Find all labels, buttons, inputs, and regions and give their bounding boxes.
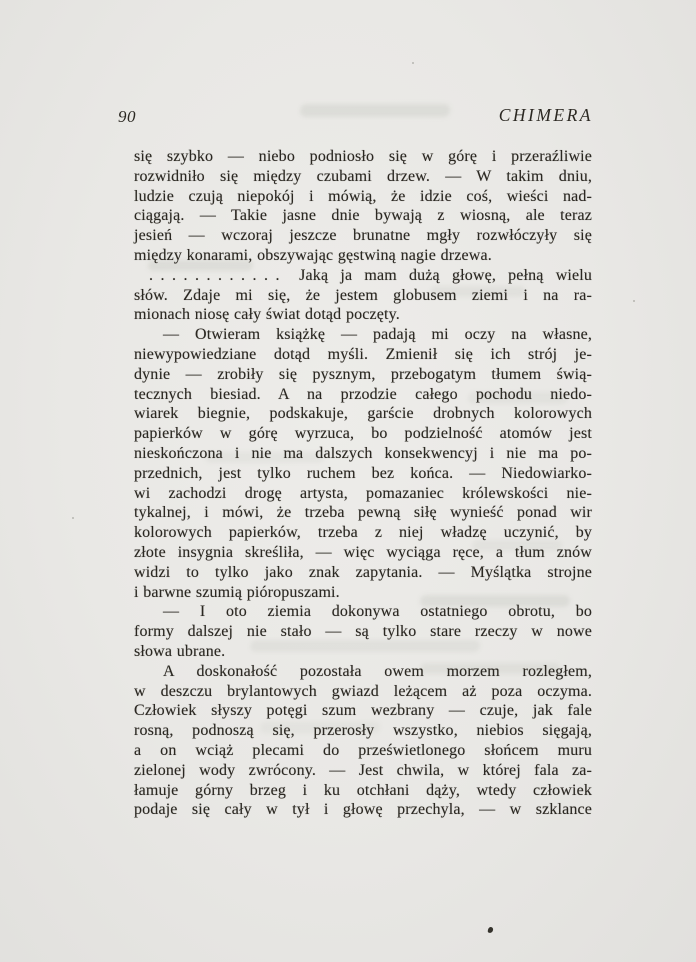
- paragraph: [134, 266, 592, 325]
- text-line: w deszczu brylantowych gwiazd leżącem aż poza oczyma.: [134, 682, 592, 700]
- text-line: niewypowiedziane dotąd myśli. Zmienił się ich strój je-: [134, 345, 592, 363]
- text-line: przednich, jest tylko ruchem bez końca. — Niedowiarko-: [134, 464, 592, 482]
- text-line: ludzie czują niepokój i mówią, że idzie coś, wieści nad-: [134, 187, 592, 205]
- text-line: zielonej wody zwrócony. — Jest chwila, w której fala za-: [134, 761, 592, 779]
- text-line: kolorowych papierków, trzeba z niej władzę uczynić, by: [134, 524, 592, 542]
- text-line: wiarek biegnie, podskakuje, garście drobnych kolorowych: [134, 405, 592, 423]
- text-line: ciągają. — Takie jasne dnie bywają z wiosną, ale teraz: [134, 207, 592, 225]
- text-line: słów. Zdaje mi się, że jestem globusem ziemi i na ra-: [134, 286, 592, 304]
- text-line: jesień — wczoraj jeszcze brunatne mgły rozwłóczyły się: [134, 227, 592, 245]
- text-line: widzi to tylko jako znak zapytania. — Myślątka strojne: [134, 563, 592, 581]
- paper-fleck: [633, 300, 635, 302]
- text-line: rozwidniło się między czubami drzew. — W takim dniu,: [134, 167, 592, 185]
- text-line: tykalnej, i mówi, że trzeba pewną siłę wynieść ponad wir: [134, 504, 592, 522]
- running-title: CHIMERA: [498, 105, 593, 125]
- text-line: formy dalszej nie stało — są tylko stare rzeczy w nowe: [134, 623, 592, 641]
- page-number: 90: [118, 107, 136, 126]
- text-line: łamuje górny brzeg i ku otchłani dąży, wtedy człowiek: [134, 781, 592, 799]
- text-line: — Otwieram książkę — padają mi oczy na własne,: [163, 326, 592, 344]
- text-line: A doskonałość pozostała owem morzem rozległem,: [163, 662, 592, 680]
- text-line: dynie — zrobiły się pysznym, przebogatym tłumem świą-: [134, 365, 592, 383]
- paragraph: [134, 602, 592, 661]
- paper-fleck: [412, 62, 414, 64]
- text-line: a on wciąż plecami do prześwietlonego słońcem muru: [134, 741, 592, 759]
- text-line: papierków w górę wyrzuca, bo podzielność atomów jest: [134, 425, 592, 443]
- text-line: rosną, podnoszą się, przerosły wszystko, niebios sięgają,: [134, 722, 592, 740]
- text-line: Człowiek słyszy potęgi szum wezbrany — czuje, jak fale: [134, 702, 592, 720]
- paragraph: [134, 147, 592, 266]
- text-line: złote insygnia skreśliła, — więc wyciąga ręce, a tłum znów: [134, 543, 592, 561]
- show-through-smudge: [300, 104, 451, 117]
- text-line: słowa ubrane.: [134, 642, 226, 660]
- body-text: [134, 147, 592, 820]
- text-line: podaje się cały w tył i głowę przechyla, — w szklance: [134, 801, 592, 819]
- paragraph: [134, 662, 592, 820]
- ink-speck: [487, 927, 493, 934]
- text-line: między konarami, obszywając gęstwiną nagie drzewa.: [134, 246, 492, 264]
- paragraph: [134, 325, 592, 602]
- text-line: — I oto ziemia dokonywa ostatniego obrotu, bo: [163, 603, 592, 621]
- ellipsis-leader: ............: [149, 266, 287, 284]
- text-line-segment: Jaką ja mam dużą głowę, pełną wielu: [299, 266, 592, 284]
- text-line: się szybko — niebo podniosło się w górę i przeraźliwie: [134, 148, 592, 165]
- paper-fleck: [72, 517, 74, 519]
- text-line: wi zachodzi drogę artysta, pomazaniec królewskości nie-: [134, 484, 592, 502]
- text-line: nieskończona i nie ma dalszych konsekwencyj i nie ma po-: [134, 444, 592, 462]
- text-line: tecznych biesiad. A na przodzie całego pochodu niedo-: [134, 385, 592, 403]
- text-line: [134, 266, 592, 286]
- text-line: mionach niosę cały świat dotąd poczęty.: [134, 306, 400, 324]
- text-line: i barwne szumią pióropuszami.: [134, 583, 340, 601]
